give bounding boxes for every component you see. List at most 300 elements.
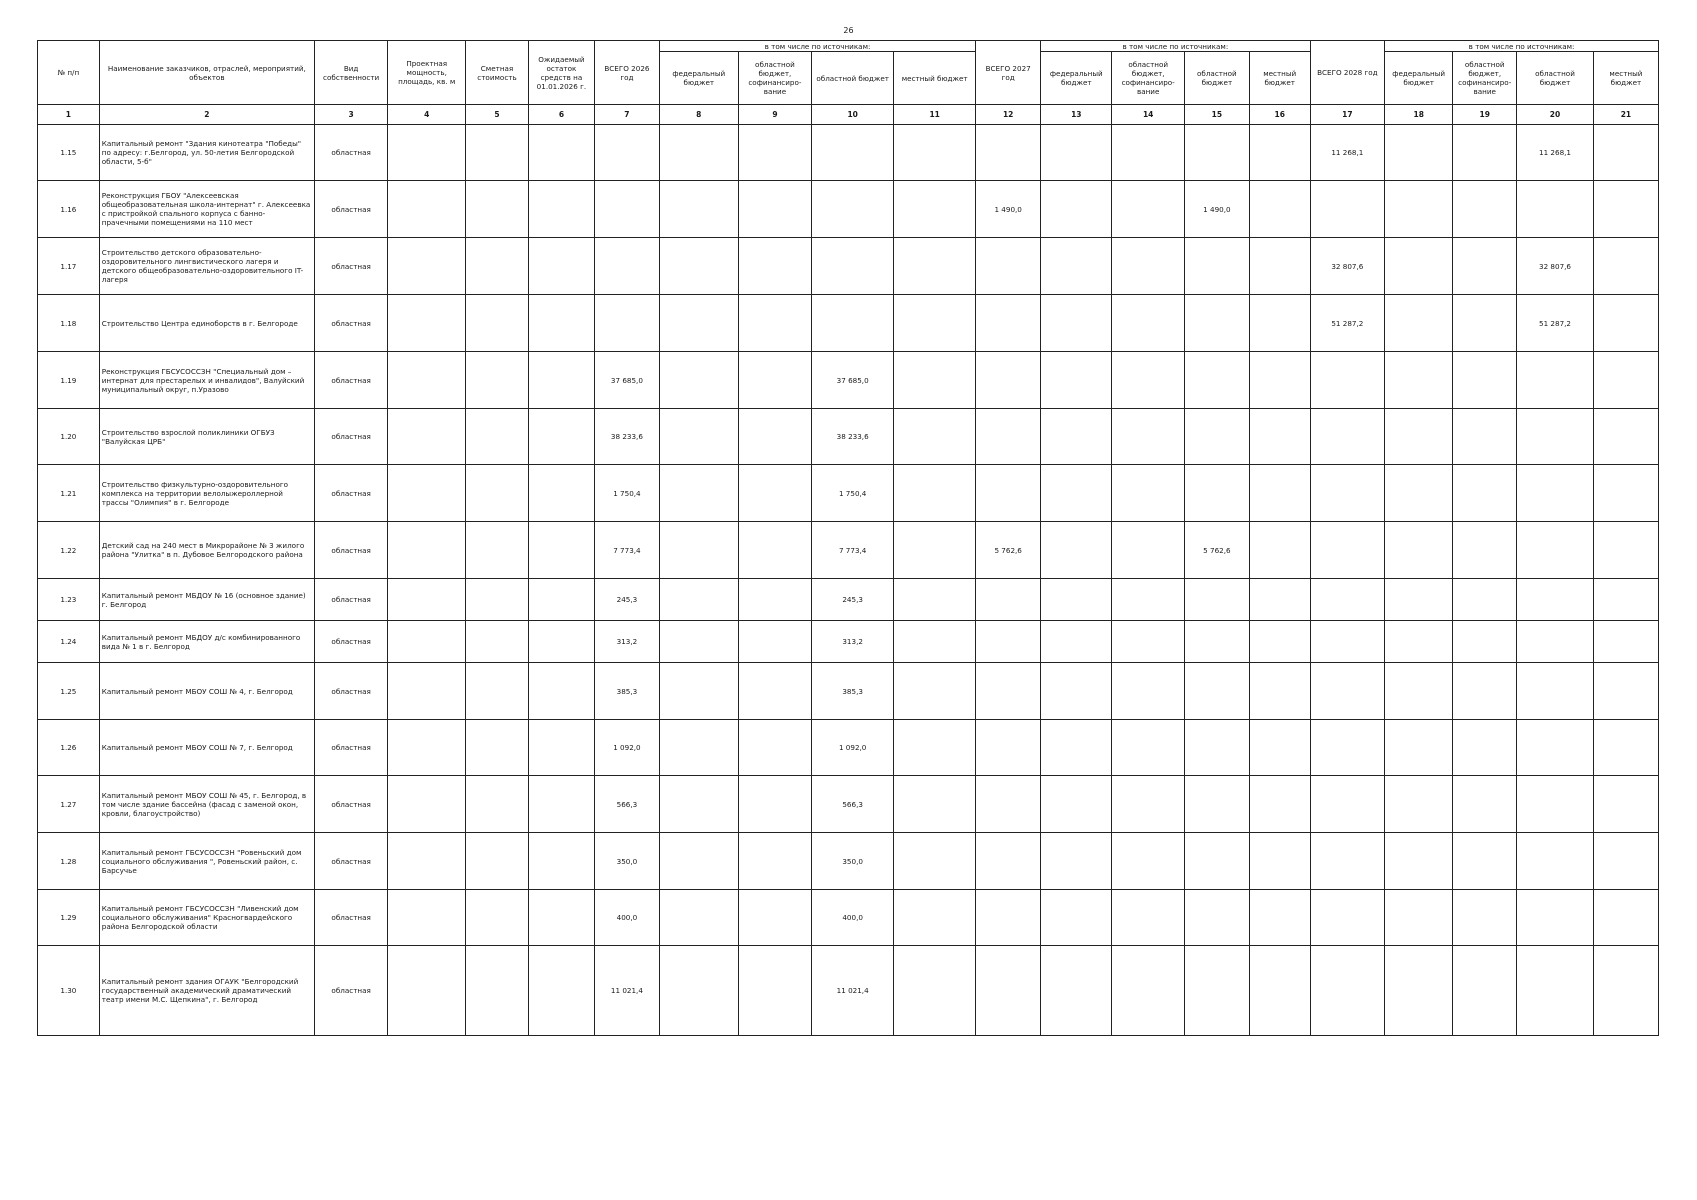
row-cell-col-20 — [1517, 890, 1594, 946]
row-cell-col-8 — [659, 465, 738, 522]
row-cell-col-16 — [1249, 295, 1310, 352]
row-ownership: областная — [314, 833, 387, 890]
row-number: 1.19 — [38, 352, 100, 409]
row-cell-col-20 — [1517, 409, 1594, 465]
column-number: 13 — [1041, 105, 1112, 125]
column-number: 8 — [659, 105, 738, 125]
row-cell-col-7: 566,3 — [594, 776, 659, 833]
row-cell-col-6 — [528, 579, 594, 621]
column-number: 19 — [1453, 105, 1517, 125]
table-row — [38, 946, 1659, 1036]
row-cell-col-19 — [1453, 409, 1517, 465]
row-cell-col-12 — [976, 946, 1041, 1036]
row-cell-col-7 — [594, 181, 659, 238]
row-cell-col-19 — [1453, 946, 1517, 1036]
row-cell-col-6 — [528, 621, 594, 663]
row-cell-col-5 — [466, 125, 529, 181]
row-cell-col-7 — [594, 125, 659, 181]
row-object-name: Строительство взрослой поликлиники ОГБУЗ "Валуйская ЦРБ" — [99, 409, 314, 465]
row-cell-col-20: 11 268,1 — [1517, 125, 1594, 181]
column-number-row — [38, 105, 1659, 125]
row-cell-col-20 — [1517, 946, 1594, 1036]
row-object-name: Строительство Центра единоборств в г. Белгороде — [99, 295, 314, 352]
row-cell-col-5 — [466, 465, 529, 522]
header-remainder: Ожидаемый остаток средств на 01.01.2026 г. — [528, 41, 594, 105]
row-cell-col-19 — [1453, 776, 1517, 833]
row-cell-col-10: 11 021,4 — [812, 946, 894, 1036]
row-cell-col-15 — [1184, 352, 1249, 409]
row-cell-col-7 — [594, 238, 659, 295]
row-cell-col-6 — [528, 295, 594, 352]
row-cell-col-15 — [1184, 776, 1249, 833]
row-ownership: областная — [314, 720, 387, 776]
row-cell-col-9 — [738, 621, 811, 663]
row-number: 1.21 — [38, 465, 100, 522]
row-cell-col-4 — [388, 522, 466, 579]
row-cell-col-7: 7 773,4 — [594, 522, 659, 579]
row-cell-col-16 — [1249, 352, 1310, 409]
row-cell-col-17 — [1310, 776, 1385, 833]
row-cell-col-11 — [894, 181, 976, 238]
row-cell-col-16 — [1249, 663, 1310, 720]
row-cell-col-18 — [1385, 720, 1453, 776]
row-number: 1.30 — [38, 946, 100, 1036]
row-cell-col-8 — [659, 776, 738, 833]
row-cell-col-16 — [1249, 946, 1310, 1036]
row-cell-col-15 — [1184, 621, 1249, 663]
table-row — [38, 833, 1659, 890]
row-cell-col-19 — [1453, 238, 1517, 295]
row-cell-col-15 — [1184, 579, 1249, 621]
row-cell-col-5 — [466, 621, 529, 663]
row-cell-col-9 — [738, 125, 811, 181]
row-cell-col-18 — [1385, 579, 1453, 621]
column-number: 9 — [738, 105, 811, 125]
table-row — [38, 890, 1659, 946]
row-ownership: областная — [314, 181, 387, 238]
row-cell-col-9 — [738, 295, 811, 352]
row-cell-col-8 — [659, 621, 738, 663]
row-cell-col-18 — [1385, 946, 1453, 1036]
row-cell-col-10: 1 750,4 — [812, 465, 894, 522]
column-number: 1 — [38, 105, 100, 125]
column-number: 17 — [1310, 105, 1385, 125]
row-cell-col-15 — [1184, 295, 1249, 352]
row-cell-col-14 — [1112, 295, 1184, 352]
row-cell-col-4 — [388, 890, 466, 946]
table-row — [38, 621, 1659, 663]
row-cell-col-5 — [466, 833, 529, 890]
row-cell-col-13 — [1041, 720, 1112, 776]
row-cell-col-21 — [1593, 125, 1658, 181]
row-cell-col-10: 37 685,0 — [812, 352, 894, 409]
column-number: 21 — [1593, 105, 1658, 125]
row-cell-col-14 — [1112, 946, 1184, 1036]
row-object-name: Капитальный ремонт здания ОГАУК "Белгородский государственный академический драматический театр имени М.С. Щепкина", г. Белгород — [99, 946, 314, 1036]
header-capacity: Проектная мощность, площадь, кв. м — [388, 41, 466, 105]
row-ownership: областная — [314, 352, 387, 409]
row-cell-col-21 — [1593, 890, 1658, 946]
row-cell-col-5 — [466, 295, 529, 352]
row-cell-col-5 — [466, 946, 529, 1036]
row-cell-col-17 — [1310, 352, 1385, 409]
row-cell-col-8 — [659, 946, 738, 1036]
column-number: 14 — [1112, 105, 1184, 125]
row-cell-col-14 — [1112, 833, 1184, 890]
row-cell-col-7: 350,0 — [594, 833, 659, 890]
row-cell-col-20 — [1517, 465, 1594, 522]
row-cell-col-17 — [1310, 181, 1385, 238]
row-cell-col-21 — [1593, 352, 1658, 409]
column-number: 20 — [1517, 105, 1594, 125]
row-cell-col-15 — [1184, 833, 1249, 890]
row-cell-col-13 — [1041, 890, 1112, 946]
row-cell-col-5 — [466, 776, 529, 833]
row-cell-col-16 — [1249, 833, 1310, 890]
row-cell-col-20 — [1517, 352, 1594, 409]
row-cell-col-6 — [528, 522, 594, 579]
row-cell-col-14 — [1112, 663, 1184, 720]
row-cell-col-19 — [1453, 663, 1517, 720]
row-number: 1.22 — [38, 522, 100, 579]
row-cell-col-15: 1 490,0 — [1184, 181, 1249, 238]
row-cell-col-12: 1 490,0 — [976, 181, 1041, 238]
row-ownership: областная — [314, 409, 387, 465]
row-cell-col-17 — [1310, 465, 1385, 522]
row-cell-col-5 — [466, 409, 529, 465]
row-cell-col-4 — [388, 181, 466, 238]
row-number: 1.17 — [38, 238, 100, 295]
row-cell-col-5 — [466, 579, 529, 621]
row-object-name: Капитальный ремонт МБДОУ д/с комбинированного вида № 1 в г. Белгород — [99, 621, 314, 663]
row-cell-col-17: 11 268,1 — [1310, 125, 1385, 181]
row-cell-col-15 — [1184, 238, 1249, 295]
row-cell-col-19 — [1453, 352, 1517, 409]
row-cell-col-14 — [1112, 890, 1184, 946]
row-cell-col-13 — [1041, 238, 1112, 295]
row-cell-col-17 — [1310, 621, 1385, 663]
row-cell-col-4 — [388, 409, 466, 465]
row-cell-col-11 — [894, 776, 976, 833]
row-cell-col-10: 7 773,4 — [812, 522, 894, 579]
row-cell-col-21 — [1593, 238, 1658, 295]
row-cell-col-8 — [659, 522, 738, 579]
row-cell-col-13 — [1041, 663, 1112, 720]
row-cell-col-18 — [1385, 465, 1453, 522]
row-cell-col-11 — [894, 465, 976, 522]
row-cell-col-16 — [1249, 181, 1310, 238]
header-regional: областной бюджет — [812, 52, 894, 105]
row-cell-col-10: 385,3 — [812, 663, 894, 720]
row-cell-col-12 — [976, 409, 1041, 465]
row-object-name: Капитальный ремонт МБОУ СОШ № 4, г. Белгород — [99, 663, 314, 720]
row-cell-col-19 — [1453, 579, 1517, 621]
row-object-name: Капитальный ремонт ГБСУСОССЗН "Ровеньский дом социального обслуживания ", Ровеньский район, с. Барсучье — [99, 833, 314, 890]
row-cell-col-18 — [1385, 621, 1453, 663]
table-row — [38, 720, 1659, 776]
row-cell-col-19 — [1453, 465, 1517, 522]
row-cell-col-16 — [1249, 579, 1310, 621]
header-regional-cofin: областной бюджет, софинансиро- вание — [738, 52, 811, 105]
row-cell-col-16 — [1249, 776, 1310, 833]
row-cell-col-7: 313,2 — [594, 621, 659, 663]
row-object-name: Капитальный ремонт ГБСУСОССЗН "Ливенский дом социального обслуживания" Красногвардейского района Белгородской области — [99, 890, 314, 946]
row-cell-col-21 — [1593, 621, 1658, 663]
column-number: 2 — [99, 105, 314, 125]
row-number: 1.20 — [38, 409, 100, 465]
row-cell-col-6 — [528, 663, 594, 720]
row-cell-col-10: 566,3 — [812, 776, 894, 833]
column-number: 5 — [466, 105, 529, 125]
row-cell-col-6 — [528, 409, 594, 465]
row-cell-col-20 — [1517, 522, 1594, 579]
column-number: 10 — [812, 105, 894, 125]
row-cell-col-9 — [738, 890, 811, 946]
column-number: 15 — [1184, 105, 1249, 125]
column-number: 6 — [528, 105, 594, 125]
row-cell-col-9 — [738, 409, 811, 465]
header-regional: областной бюджет — [1517, 52, 1594, 105]
row-cell-col-9 — [738, 720, 811, 776]
row-cell-col-15 — [1184, 465, 1249, 522]
row-cell-col-11 — [894, 125, 976, 181]
row-cell-col-18 — [1385, 663, 1453, 720]
row-cell-col-17 — [1310, 833, 1385, 890]
row-object-name: Капитальный ремонт МБДОУ № 16 (основное здание) г. Белгород — [99, 579, 314, 621]
row-cell-col-19 — [1453, 890, 1517, 946]
row-object-name: Капитальный ремонт МБОУ СОШ № 45, г. Белгород, в том числе здание бассейна (фасад с заменой окон, кровли, благоустройство) — [99, 776, 314, 833]
row-cell-col-5 — [466, 181, 529, 238]
row-cell-col-9 — [738, 352, 811, 409]
row-cell-col-13 — [1041, 409, 1112, 465]
row-number: 1.24 — [38, 621, 100, 663]
header-federal: федеральный бюджет — [659, 52, 738, 105]
row-object-name: Строительство детского образовательно-оздоровительного лингвистического лагеря и детского общеобразовательно-оздоровительного IT-лагеря — [99, 238, 314, 295]
row-cell-col-14 — [1112, 125, 1184, 181]
row-cell-col-8 — [659, 125, 738, 181]
row-cell-col-16 — [1249, 621, 1310, 663]
row-cell-col-17 — [1310, 522, 1385, 579]
row-cell-col-4 — [388, 776, 466, 833]
row-cell-col-6 — [528, 720, 594, 776]
row-cell-col-7: 1 750,4 — [594, 465, 659, 522]
row-cell-col-20 — [1517, 776, 1594, 833]
page-number: 26 — [843, 26, 854, 35]
row-cell-col-9 — [738, 522, 811, 579]
row-cell-col-20 — [1517, 579, 1594, 621]
row-cell-col-12 — [976, 890, 1041, 946]
row-cell-col-21 — [1593, 663, 1658, 720]
row-cell-col-18 — [1385, 776, 1453, 833]
header-federal: федеральный бюджет — [1385, 52, 1453, 105]
row-ownership: областная — [314, 621, 387, 663]
row-cell-col-13 — [1041, 579, 1112, 621]
row-cell-col-19 — [1453, 833, 1517, 890]
row-cell-col-7: 38 233,6 — [594, 409, 659, 465]
row-cell-col-18 — [1385, 238, 1453, 295]
header-sources-2028: в том числе по источникам: — [1385, 41, 1659, 52]
row-ownership: областная — [314, 295, 387, 352]
table-body — [38, 105, 1659, 1036]
row-object-name: Капитальный ремонт "Здания кинотеатра "Победы" по адресу: г.Белгород, ул. 50-летия Белгородской области, 5-б" — [99, 125, 314, 181]
row-number: 1.25 — [38, 663, 100, 720]
row-cell-col-11 — [894, 409, 976, 465]
row-cell-col-21 — [1593, 720, 1658, 776]
row-cell-col-9 — [738, 465, 811, 522]
row-cell-col-16 — [1249, 465, 1310, 522]
header-regional-cofin: областной бюджет, софинансиро- вание — [1112, 52, 1184, 105]
row-ownership: областная — [314, 776, 387, 833]
row-cell-col-7: 385,3 — [594, 663, 659, 720]
row-cell-col-9 — [738, 181, 811, 238]
row-cell-col-12 — [976, 833, 1041, 890]
row-cell-col-15 — [1184, 125, 1249, 181]
row-cell-col-12 — [976, 125, 1041, 181]
column-number: 4 — [388, 105, 466, 125]
row-cell-col-16 — [1249, 409, 1310, 465]
row-cell-col-11 — [894, 720, 976, 776]
row-cell-col-20: 51 287,2 — [1517, 295, 1594, 352]
row-cell-col-21 — [1593, 295, 1658, 352]
row-ownership: областная — [314, 946, 387, 1036]
header-local: местный бюджет — [1593, 52, 1658, 105]
row-object-name: Реконструкция ГБСУСОССЗН "Специальный дом – интернат для престарелых и инвалидов", Валуйский муниципальный округ, п.Уразово — [99, 352, 314, 409]
row-cell-col-10: 245,3 — [812, 579, 894, 621]
row-cell-col-10 — [812, 238, 894, 295]
row-cell-col-4 — [388, 238, 466, 295]
row-cell-col-11 — [894, 890, 976, 946]
row-cell-col-19 — [1453, 621, 1517, 663]
row-cell-col-11 — [894, 833, 976, 890]
header-num: № п/п — [38, 41, 100, 105]
row-ownership: областная — [314, 579, 387, 621]
row-cell-col-7: 1 092,0 — [594, 720, 659, 776]
row-number: 1.16 — [38, 181, 100, 238]
table-row — [38, 295, 1659, 352]
row-cell-col-11 — [894, 621, 976, 663]
row-ownership: областная — [314, 663, 387, 720]
row-cell-col-18 — [1385, 833, 1453, 890]
table-row — [38, 352, 1659, 409]
row-cell-col-14 — [1112, 720, 1184, 776]
row-object-name: Детский сад на 240 мест в Микрорайоне № 3 жилого района "Улитка" в п. Дубовое Белгородского района — [99, 522, 314, 579]
row-cell-col-11 — [894, 352, 976, 409]
row-cell-col-21 — [1593, 579, 1658, 621]
row-cell-col-14 — [1112, 465, 1184, 522]
row-cell-col-14 — [1112, 352, 1184, 409]
column-number: 7 — [594, 105, 659, 125]
row-cell-col-15 — [1184, 720, 1249, 776]
row-cell-col-7: 37 685,0 — [594, 352, 659, 409]
header-total-2027: ВСЕГО 2027 год — [976, 41, 1041, 105]
budget-table — [37, 40, 1659, 1036]
row-number: 1.23 — [38, 579, 100, 621]
row-cell-col-16 — [1249, 522, 1310, 579]
row-cell-col-13 — [1041, 776, 1112, 833]
row-cell-col-15 — [1184, 663, 1249, 720]
row-cell-col-20 — [1517, 833, 1594, 890]
row-cell-col-21 — [1593, 776, 1658, 833]
row-cell-col-9 — [738, 663, 811, 720]
header-estimate: Сметная стоимость — [466, 41, 529, 105]
row-number: 1.29 — [38, 890, 100, 946]
row-cell-col-10: 38 233,6 — [812, 409, 894, 465]
row-number: 1.26 — [38, 720, 100, 776]
row-cell-col-13 — [1041, 125, 1112, 181]
row-cell-col-18 — [1385, 352, 1453, 409]
row-cell-col-5 — [466, 352, 529, 409]
row-cell-col-18 — [1385, 181, 1453, 238]
row-cell-col-10: 313,2 — [812, 621, 894, 663]
row-cell-col-13 — [1041, 522, 1112, 579]
row-cell-col-10 — [812, 181, 894, 238]
row-cell-col-8 — [659, 720, 738, 776]
row-cell-col-9 — [738, 238, 811, 295]
row-cell-col-14 — [1112, 181, 1184, 238]
header-group-row — [38, 41, 1659, 52]
row-cell-col-17: 32 807,6 — [1310, 238, 1385, 295]
row-cell-col-19 — [1453, 295, 1517, 352]
row-cell-col-11 — [894, 579, 976, 621]
row-cell-col-4 — [388, 125, 466, 181]
row-cell-col-8 — [659, 833, 738, 890]
row-cell-col-11 — [894, 946, 976, 1036]
row-cell-col-10: 1 092,0 — [812, 720, 894, 776]
row-cell-col-8 — [659, 663, 738, 720]
row-cell-col-12 — [976, 663, 1041, 720]
row-cell-col-13 — [1041, 621, 1112, 663]
table-row — [38, 238, 1659, 295]
table-row — [38, 409, 1659, 465]
row-cell-col-11 — [894, 522, 976, 579]
column-number: 3 — [314, 105, 387, 125]
row-cell-col-6 — [528, 238, 594, 295]
row-cell-col-13 — [1041, 352, 1112, 409]
row-cell-col-6 — [528, 465, 594, 522]
row-cell-col-13 — [1041, 833, 1112, 890]
row-cell-col-17 — [1310, 409, 1385, 465]
row-cell-col-4 — [388, 621, 466, 663]
row-cell-col-7 — [594, 295, 659, 352]
row-cell-col-5 — [466, 890, 529, 946]
row-object-name: Реконструкция ГБОУ "Алексеевская общеобразовательная школа-интернат" г. Алексеевка с пристройкой спального корпуса с банно-прачечными помещениями на 110 мест — [99, 181, 314, 238]
row-cell-col-8 — [659, 890, 738, 946]
row-cell-col-6 — [528, 890, 594, 946]
row-cell-col-14 — [1112, 522, 1184, 579]
row-cell-col-10: 400,0 — [812, 890, 894, 946]
row-cell-col-16 — [1249, 890, 1310, 946]
row-cell-col-17: 51 287,2 — [1310, 295, 1385, 352]
row-cell-col-8 — [659, 409, 738, 465]
row-cell-col-10: 350,0 — [812, 833, 894, 890]
row-cell-col-16 — [1249, 720, 1310, 776]
row-cell-col-21 — [1593, 465, 1658, 522]
column-number: 12 — [976, 105, 1041, 125]
row-cell-col-12 — [976, 720, 1041, 776]
row-cell-col-8 — [659, 352, 738, 409]
column-number: 18 — [1385, 105, 1453, 125]
row-cell-col-19 — [1453, 522, 1517, 579]
row-cell-col-4 — [388, 352, 466, 409]
row-cell-col-10 — [812, 125, 894, 181]
header-regional: областной бюджет — [1184, 52, 1249, 105]
row-cell-col-9 — [738, 946, 811, 1036]
row-cell-col-6 — [528, 833, 594, 890]
row-cell-col-13 — [1041, 946, 1112, 1036]
row-number: 1.28 — [38, 833, 100, 890]
row-cell-col-7: 11 021,4 — [594, 946, 659, 1036]
row-cell-col-14 — [1112, 621, 1184, 663]
